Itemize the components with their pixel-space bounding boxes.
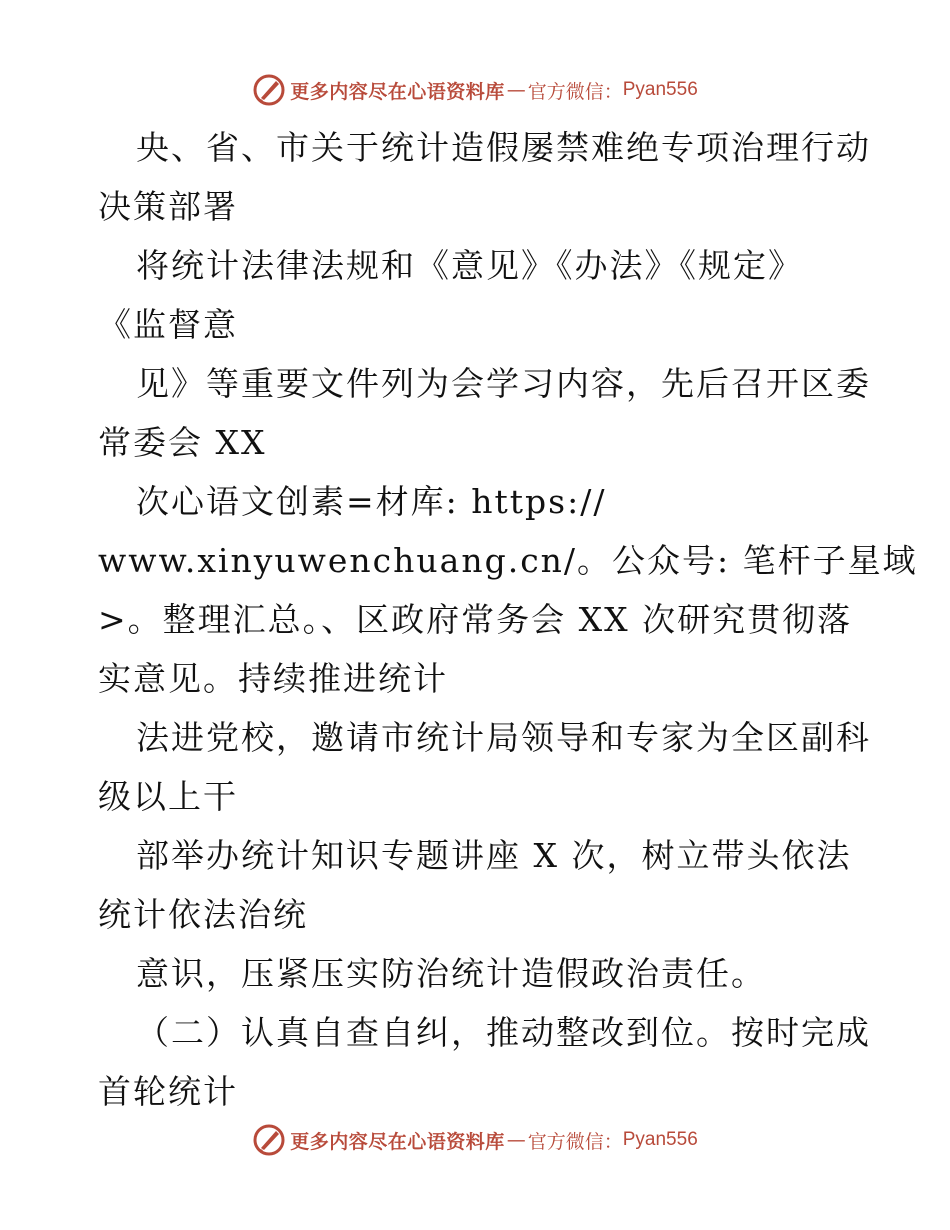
body-line: 级以上干: [98, 777, 238, 816]
body-line: 《监督意: [98, 305, 238, 344]
body-line: 部举办统计知识专题讲座 X 次，树立带头依法: [136, 836, 852, 875]
pen-feather-logo-icon: [252, 73, 286, 107]
header-banner-official: 官方微信：: [527, 80, 623, 103]
header-banner-dash: —: [506, 79, 526, 101]
footer-banner-official: 官方微信：: [527, 1130, 623, 1153]
body-line: www.xinyuwenchuang.cn/。公众号: 笔杆子星域: [98, 541, 918, 580]
pen-feather-logo-icon: [252, 1123, 286, 1157]
body-line: 见》等重要文件列为会学习内容，先后召开区委: [136, 364, 871, 403]
body-line: （二）认真自查自纠，推动整改到位。按时完成: [136, 1013, 871, 1052]
body-line: >。整理汇总。、区政府常务会 XX 次研究贯彻落: [98, 600, 853, 639]
footer-banner-id: Pyan556: [622, 1129, 698, 1150]
body-line: 实意见。持续推进统计: [98, 659, 448, 698]
body-line: 首轮统计: [98, 1072, 238, 1111]
header-banner-id: Pyan556: [622, 79, 698, 100]
body-line: 将统计法律法规和《意见》《办法》《规定》: [136, 246, 803, 285]
body-line: 意识，压紧压实防治统计造假政治责任。: [136, 954, 766, 993]
footer-banner: [0, 1120, 950, 1160]
document-body: [98, 118, 918, 1121]
body-line: 法进党校，邀请市统计局领导和专家为全区副科: [136, 718, 871, 757]
body-line: 统计依法治统: [98, 895, 308, 934]
body-line: 常委会 XX: [98, 423, 267, 462]
header-banner-text: 更多内容尽在心语资料库: [290, 80, 505, 103]
body-line: 次心语文创素=材库: https://: [136, 482, 607, 521]
body-line: 决策部署: [98, 187, 238, 226]
body-line: 央、省、市关于统计造假屡禁难绝专项治理行动: [136, 128, 871, 167]
header-banner: [0, 70, 950, 110]
footer-banner-dash: —: [506, 1129, 526, 1151]
footer-banner-text: 更多内容尽在心语资料库: [290, 1130, 505, 1153]
